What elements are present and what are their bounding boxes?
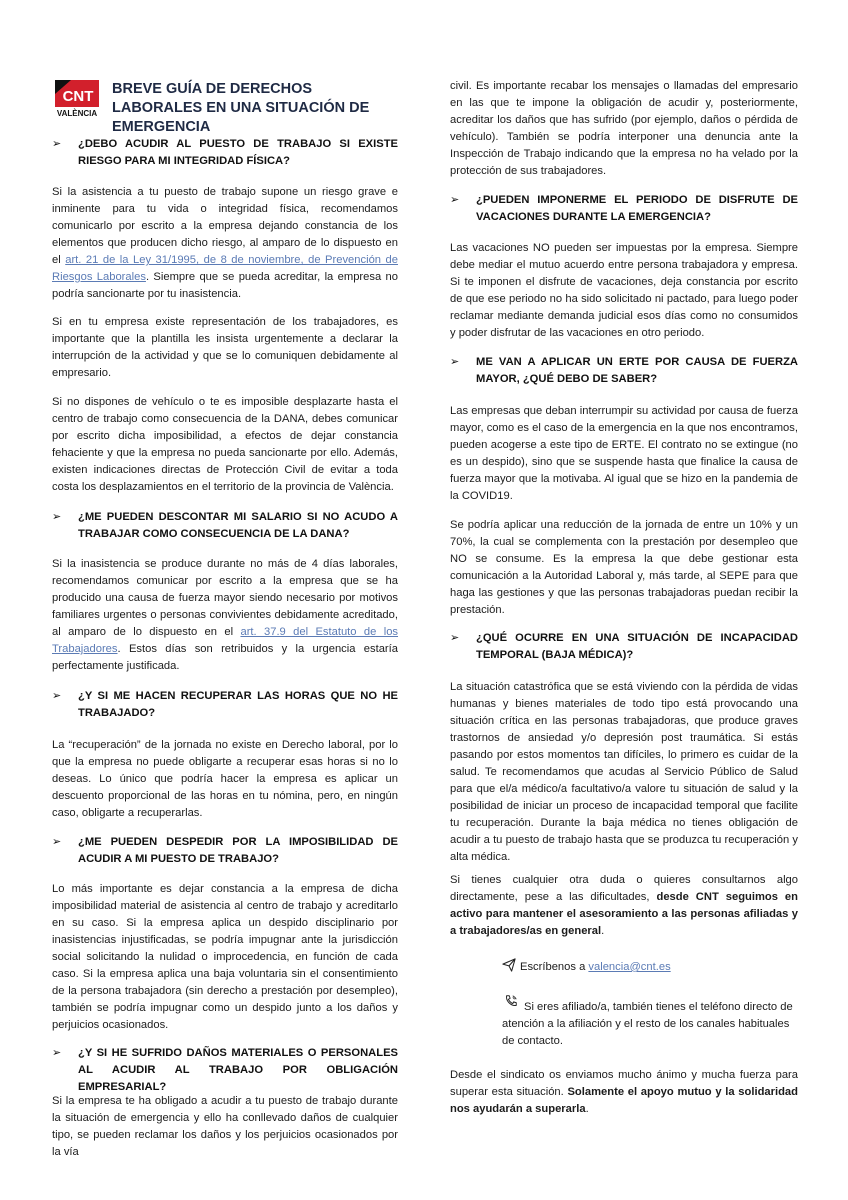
logo-text: CNT — [62, 88, 94, 105]
arrowhead-bullet-icon: ➢ — [52, 1047, 62, 1059]
paragraph: Si tienes cualquier otra duda o quieres consultarnos algo directamente, pese a las dificultades, desde CNT seguimos en activo para mantener el asesoramiento a las personas afiliadas y a trabajadores/as en general. — [450, 874, 798, 937]
arrowhead-bullet-icon: ➢ — [52, 511, 62, 523]
phone-icon — [504, 994, 518, 1008]
paragraph: Si la empresa te ha obligado a acudir a tu puesto de trabajo durante la situación de emergencia y ello ha conllevado daños de cualquier tipo, se pueden reclamar los daños y los perjuicios ocasionados por la vía — [52, 1095, 398, 1158]
section-heading: ➢ ¿PUEDEN IMPONERME EL PERIODO DE DISFRUTE DE VACACIONES DURANTE LA EMERGENCIA? — [450, 194, 798, 223]
section-heading: ➢ ¿ME PUEDEN DESPEDIR POR LA IMPOSIBILIDAD DE ACUDIR A MI PUESTO DE TRABAJO? — [52, 836, 398, 865]
paragraph: La “recuperación” de la jornada no existe en Derecho laboral, por lo que la empresa no puede obligarte a recuperar esas horas si no lo deseas. Lo único que podría hacer la empresa es aplicar un descuento proporcional de las horas en tu nómina, pero, en ningún caso, obligarte a recuperarlas. — [52, 739, 398, 819]
section-heading: ➢ ¿Y SI ME HACEN RECUPERAR LAS HORAS QUE NO HE TRABAJADO? — [52, 690, 398, 719]
paragraph: Las vacaciones NO pueden ser impuestas por la empresa. Siempre debe mediar el mutuo acuerdo entre persona trabajadora y empresa. Si te imponen el disfrute de vacaciones, deja constancia por escrito de que ese periodo no ha sido solicitado ni pactado, para luego poder reclamar mediante demanda judicial esos días como no consumidos y poder disfrutar de las vacaciones en otro periodo. — [450, 242, 798, 339]
paragraph: Si la asistencia a tu puesto de trabajo supone un riesgo grave e inminente para tu vida o integridad física, recomendamos comunicarlo por escrito a la empresa dejando constancia de los elementos que producen dicho riesgo, al amparo de lo dispuesto en el art. 21 de la Ley 31/1995, de 8 de noviembre, de Prevención de Riesgos Laborales. Siempre que se pueda acreditar, la empresa no podría sancionarte por tu inasistencia. — [52, 186, 398, 300]
logo-subtext: VALÈNCIA — [56, 109, 98, 118]
paper-plane-icon — [502, 958, 516, 972]
paragraph: Si la inasistencia se produce durante no más de 4 días laborales, recomendamos comunicar por escrito a la empresa que se ha producido una causa de fuerza mayor siendo necesario por motivos familiares urgentes o personas convivientes debidamente acreditado, al amparo de lo dispuesto en el art. 37.9 del Estatuto de los Trabajadores. Estos días son retribuidos y la urgencia estaría perfectamente justificada. — [52, 558, 399, 672]
statute-link[interactable]: art. 37.9 del Estatuto de los Trabajadores — [52, 626, 399, 655]
email-link[interactable]: valencia@cnt.es — [588, 961, 671, 973]
email-contact: Escríbenos a valencia@cnt.es — [502, 958, 798, 976]
phone-contact: Si eres afiliado/a, también tienes el teléfono directo de atención a la afiliación y el resto de los canales habituales de contacto. — [502, 994, 798, 1050]
arrowhead-bullet-icon: ➢ — [450, 356, 460, 368]
arrowhead-bullet-icon: ➢ — [52, 138, 62, 150]
paragraph: La situación catastrófica que se está viviendo con la pérdida de vidas humanas y bienes materiales de todo tipo está provocando una situación crítica en las personas trabajadoras, que produce graves trastornos de ansiedad y/o depresión post traumática. Si estás pasando por estos momentos tan difíciles, lo primero es cuidar de la salud. Te recomendamos que acudas al Servicio Público de Salud para que el/a médico/a facultativo/a valore tu situación de salud y la posibilidad de iniciar un proceso de incapacidad temporal que facilite tu recuperación. Durante la baja médica no tienes obligación de acudir a tu puesto de trabajo hasta que se produzca tu recuperación y alta médica. — [450, 681, 798, 863]
paragraph: Si no dispones de vehículo o te es imposible desplazarte hasta el centro de trabajo como consecuencia de la DANA, debes comunicar por escrito dicha imposibilidad, a efectos de dejar constancia fehaciente y que la empresa no pueda sancionarte por ello. Además, existen indicaciones directas de Protección Civil de evitar a toda costa los desplazamientos en el territorio de la provincia de València. — [52, 396, 398, 493]
section-heading: ➢ ¿QUÉ OCURRE EN UNA SITUACIÓN DE INCAPACIDAD TEMPORAL (BAJA MÉDICA)? — [450, 632, 798, 661]
document-title: BREVE GUÍA DE DERECHOS LABORALES EN UNA SITUACIÓN DE EMERGENCIA — [112, 81, 370, 135]
arrowhead-bullet-icon: ➢ — [52, 690, 62, 702]
section-heading: ➢ ¿ME PUEDEN DESCONTAR MI SALARIO SI NO ACUDO A TRABAJAR COMO CONSECUENCIA DE LA DANA? — [52, 511, 398, 540]
arrowhead-bullet-icon: ➢ — [450, 194, 460, 206]
section-heading: ➢ ¿Y SI HE SUFRIDO DAÑOS MATERIALES O PERSONALES AL ACUDIR AL TRABAJO POR OBLIGACIÓN EMPRESARIAL? — [52, 1047, 398, 1093]
paragraph: Las empresas que deban interrumpir su actividad por causa de fuerza mayor, como es el caso de la emergencia en la que nos encontramos, pueden acogerse a este tipo de ERTE. El contrato no se extingue (no es un despido), sino que se suspende hasta que finalice la causa de fuerza mayor que la motivaba. Al igual que se hizo en la pandemia de la COVID19. — [450, 405, 798, 502]
section-heading: ➢ ¿DEBO ACUDIR AL PUESTO DE TRABAJO SI EXISTE RIESGO PARA MI INTEGRIDAD FÍSICA? — [52, 138, 398, 167]
paragraph: Lo más importante es dejar constancia a la empresa de dicha imposibilidad material de asistencia al centro de trabajo y acreditarlo en su caso. Si la empresa aplica un despido disciplinario por inasistencias injustificadas, se podría impugnar ante la jurisdicción social solicitando la nulidad o improcedencia, en función de cada caso. Si la empresa aplica una baja voluntaria sin el consentimiento de la persona trabajadora (sin derecho a prestación por desempleo), también se podría impugnar como un despido junto a los daños y perjuicios ocasionados. — [52, 883, 398, 1031]
paragraph: Desde el sindicato os enviamos mucho ánimo y mucha fuerza para superar esta situación. Solamente el apoyo mutuo y la solidaridad nos ayudarán a superarla. — [450, 1069, 798, 1115]
section-heading: ➢ ME VAN A APLICAR UN ERTE POR CAUSA DE FUERZA MAYOR, ¿QUÉ DEBO DE SABER? — [450, 356, 798, 385]
paragraph: Si en tu empresa existe representación de los trabajadores, es importante que la plantilla les insista urgentemente a declarar la interrupción de la actividad y que se lo comuniquen debidamente al empresario. — [52, 316, 398, 379]
law-link[interactable]: art. 21 de la Ley 31/1995, de 8 de noviembre, de Prevención de Riesgos Laborales — [52, 254, 398, 283]
arrowhead-bullet-icon: ➢ — [52, 836, 62, 848]
cnt-logo — [55, 80, 99, 118]
arrowhead-bullet-icon: ➢ — [450, 632, 460, 644]
paragraph: civil. Es importante recabar los mensajes o llamadas del empresario en las que te impone la obligación de acudir y, posteriormente, acreditar los daños que has sufrido (por ejemplo, daños o pérdida de vehículo). También se podría interponer una denuncia ante la Inspección de Trabajo indicando que la empresa no ha velado por la protección de sus trabajadores. — [450, 80, 798, 177]
paragraph: Se podría aplicar una reducción de la jornada de entre un 10% y un 70%, la cual se complementa con la prestación por desempleo que NO se consume. Es la empresa la que debe gestionar esta comunicación a la Autoridad Laboral y, más tarde, al SEPE para que haga las gestiones y que las personas trabajadoras puedan recibir la prestación. — [450, 519, 798, 616]
